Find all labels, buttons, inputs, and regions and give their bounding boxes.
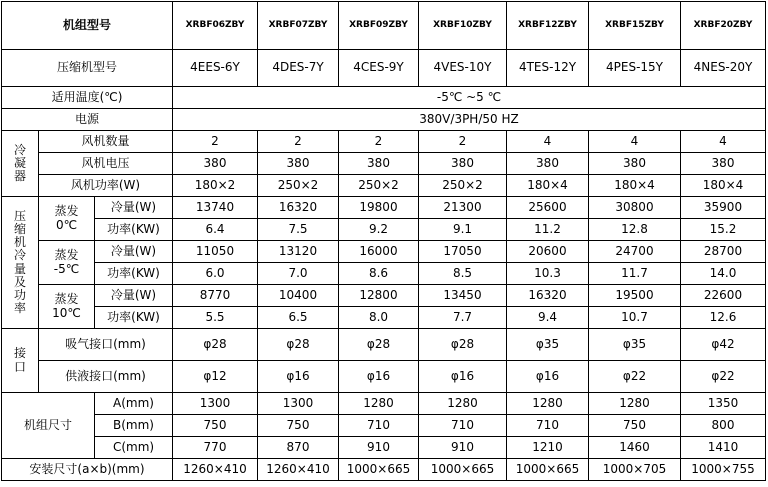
dimension-value: 1280 [589, 393, 681, 415]
dimension-value: 910 [339, 437, 419, 459]
dimension-label: C(mm) [95, 437, 173, 459]
install-value: 1260×410 [173, 459, 258, 481]
compressor-value: 4CES-9Y [339, 50, 419, 87]
fan-power-value: 180×4 [507, 175, 589, 197]
suction-value: φ28 [258, 329, 339, 361]
dimension-row [2, 415, 766, 437]
capacity-value: 10400 [258, 285, 339, 307]
power-value: 9.4 [507, 307, 589, 329]
dimension-value: 1280 [419, 393, 507, 415]
liquid-value: φ22 [589, 361, 681, 393]
power-value: 10.7 [589, 307, 681, 329]
suction-value: φ35 [589, 329, 681, 361]
install-value: 1000×665 [419, 459, 507, 481]
model-name: XRBF09ZBY [339, 2, 419, 50]
evap-condition-label: 蒸发 -5℃ [39, 241, 95, 285]
suction-value: φ35 [507, 329, 589, 361]
model-name: XRBF10ZBY [419, 2, 507, 50]
compressor-value: 4DES-7Y [258, 50, 339, 87]
capacity-row [2, 197, 766, 219]
liquid-value: φ16 [258, 361, 339, 393]
fan-count-label: 风机数量 [39, 131, 173, 153]
capacity-value: 12800 [339, 285, 419, 307]
dimension-value: 1410 [681, 437, 766, 459]
liquid-value: φ16 [419, 361, 507, 393]
connections-group-label: 接 口 [2, 329, 39, 393]
fan-power-value: 250×2 [258, 175, 339, 197]
capacity-row [2, 241, 766, 263]
fan-voltage-label: 风机电压 [39, 153, 173, 175]
fan-count-value: 4 [507, 131, 589, 153]
fan-power-value: 250×2 [419, 175, 507, 197]
dimension-value: 1460 [589, 437, 681, 459]
power-supply-row [2, 109, 766, 131]
install-value: 1000×755 [681, 459, 766, 481]
compressor-value: 4PES-15Y [589, 50, 681, 87]
fan-power-value: 180×4 [681, 175, 766, 197]
power-value: 6.0 [173, 263, 258, 285]
dimension-row [2, 437, 766, 459]
model-name: XRBF07ZBY [258, 2, 339, 50]
capacity-value: 30800 [589, 197, 681, 219]
power-row [2, 307, 766, 329]
evap-condition-label: 蒸发 10℃ [39, 285, 95, 329]
liquid-value: φ22 [681, 361, 766, 393]
install-row [2, 459, 766, 481]
fan-voltage-value: 380 [173, 153, 258, 175]
power-value: 9.2 [339, 219, 419, 241]
liquid-row [2, 361, 766, 393]
dimension-label: B(mm) [95, 415, 173, 437]
suction-row [2, 329, 766, 361]
power-value: 8.6 [339, 263, 419, 285]
power-value: 9.1 [419, 219, 507, 241]
dimension-value: 1280 [507, 393, 589, 415]
fan-voltage-value: 380 [419, 153, 507, 175]
dimension-row [2, 393, 766, 415]
dimension-value: 910 [419, 437, 507, 459]
power-value: 14.0 [681, 263, 766, 285]
capacity-value: 16320 [258, 197, 339, 219]
dimension-value: 750 [589, 415, 681, 437]
unit-model-label: 机组型号 [2, 2, 173, 50]
fan-voltage-value: 380 [681, 153, 766, 175]
fan-voltage-row [2, 153, 766, 175]
model-name: XRBF06ZBY [173, 2, 258, 50]
condenser-group-label: 冷 凝 器 [2, 131, 39, 197]
fan-count-value: 2 [419, 131, 507, 153]
capacity-value: 8770 [173, 285, 258, 307]
dimension-value: 710 [507, 415, 589, 437]
power-label: 功率(KW) [95, 219, 173, 241]
fan-power-value: 180×4 [589, 175, 681, 197]
install-label: 安装尺寸(a×b)(mm) [2, 459, 173, 481]
dimension-value: 870 [258, 437, 339, 459]
capacity-label: 冷量(W) [95, 285, 173, 307]
temp-range-row [2, 87, 766, 109]
suction-value: φ28 [339, 329, 419, 361]
install-value: 1000×705 [589, 459, 681, 481]
capacity-row [2, 285, 766, 307]
capacity-value: 28700 [681, 241, 766, 263]
compressor-value: 4NES-20Y [681, 50, 766, 87]
capacity-label: 冷量(W) [95, 241, 173, 263]
suction-label: 吸气接口(mm) [39, 329, 173, 361]
evap-condition-label: 蒸发 0℃ [39, 197, 95, 241]
fan-power-value: 180×2 [173, 175, 258, 197]
dimension-value: 710 [339, 415, 419, 437]
fan-count-value: 2 [258, 131, 339, 153]
capacity-value: 13450 [419, 285, 507, 307]
power-value: 8.0 [339, 307, 419, 329]
fan-count-value: 2 [173, 131, 258, 153]
power-value: 7.5 [258, 219, 339, 241]
dimension-value: 800 [681, 415, 766, 437]
dimension-value: 770 [173, 437, 258, 459]
fan-count-row [2, 131, 766, 153]
temp-range-value: -5℃ ~5 ℃ [173, 87, 766, 109]
fan-voltage-value: 380 [258, 153, 339, 175]
capacity-label: 冷量(W) [95, 197, 173, 219]
power-value: 10.3 [507, 263, 589, 285]
compressor-label: 压缩机型号 [2, 50, 173, 87]
fan-power-row [2, 175, 766, 197]
fan-voltage-value: 380 [339, 153, 419, 175]
dimension-value: 710 [419, 415, 507, 437]
install-value: 1000×665 [507, 459, 589, 481]
capacity-value: 13740 [173, 197, 258, 219]
model-name: XRBF12ZBY [507, 2, 589, 50]
compressor-value: 4VES-10Y [419, 50, 507, 87]
liquid-label: 供液接口(mm) [39, 361, 173, 393]
power-value: 5.5 [173, 307, 258, 329]
power-value: 12.6 [681, 307, 766, 329]
model-name: XRBF20ZBY [681, 2, 766, 50]
power-supply-value: 380V/3PH/50 HZ [173, 109, 766, 131]
fan-count-value: 4 [589, 131, 681, 153]
suction-value: φ28 [173, 329, 258, 361]
power-value: 12.8 [589, 219, 681, 241]
power-value: 11.2 [507, 219, 589, 241]
fan-voltage-value: 380 [507, 153, 589, 175]
power-label: 功率(KW) [95, 263, 173, 285]
liquid-value: φ16 [507, 361, 589, 393]
capacity-value: 11050 [173, 241, 258, 263]
install-value: 1000×665 [339, 459, 419, 481]
fan-count-value: 2 [339, 131, 419, 153]
capacity-value: 16000 [339, 241, 419, 263]
dimensions-group-label: 机组尺寸 [2, 393, 95, 459]
dimension-value: 1280 [339, 393, 419, 415]
power-label: 功率(KW) [95, 307, 173, 329]
capacity-value: 13120 [258, 241, 339, 263]
compressor-row [2, 50, 766, 87]
model-name: XRBF15ZBY [589, 2, 681, 50]
compressor-value: 4EES-6Y [173, 50, 258, 87]
dimension-value: 1300 [258, 393, 339, 415]
capacity-value: 19500 [589, 285, 681, 307]
suction-value: φ42 [681, 329, 766, 361]
capacity-value: 22600 [681, 285, 766, 307]
liquid-value: φ16 [339, 361, 419, 393]
compressor-value: 4TES-12Y [507, 50, 589, 87]
capacity-value: 16320 [507, 285, 589, 307]
capacity-value: 24700 [589, 241, 681, 263]
power-value: 6.5 [258, 307, 339, 329]
power-value: 11.7 [589, 263, 681, 285]
temp-range-label: 适用温度(℃) [2, 87, 173, 109]
dimension-value: 1210 [507, 437, 589, 459]
capacity-value: 21300 [419, 197, 507, 219]
install-value: 1260×410 [258, 459, 339, 481]
liquid-value: φ12 [173, 361, 258, 393]
power-row [2, 263, 766, 285]
fan-count-value: 4 [681, 131, 766, 153]
capacity-value: 20600 [507, 241, 589, 263]
fan-voltage-value: 380 [589, 153, 681, 175]
power-row [2, 219, 766, 241]
power-value: 7.7 [419, 307, 507, 329]
power-value: 15.2 [681, 219, 766, 241]
model-row [2, 2, 766, 50]
capacity-value: 35900 [681, 197, 766, 219]
fan-power-value: 250×2 [339, 175, 419, 197]
capacity-value: 25600 [507, 197, 589, 219]
performance-group-label: 压 缩 机 冷 量 及 功 率 [2, 197, 39, 329]
dimension-value: 1300 [173, 393, 258, 415]
dimension-value: 750 [173, 415, 258, 437]
dimension-value: 1350 [681, 393, 766, 415]
power-supply-label: 电源 [2, 109, 173, 131]
spec-table [1, 1, 766, 481]
power-value: 6.4 [173, 219, 258, 241]
suction-value: φ28 [419, 329, 507, 361]
dimension-label: A(mm) [95, 393, 173, 415]
power-value: 7.0 [258, 263, 339, 285]
capacity-value: 19800 [339, 197, 419, 219]
power-value: 8.5 [419, 263, 507, 285]
capacity-value: 17050 [419, 241, 507, 263]
fan-power-label: 风机功率(W) [39, 175, 173, 197]
dimension-value: 750 [258, 415, 339, 437]
